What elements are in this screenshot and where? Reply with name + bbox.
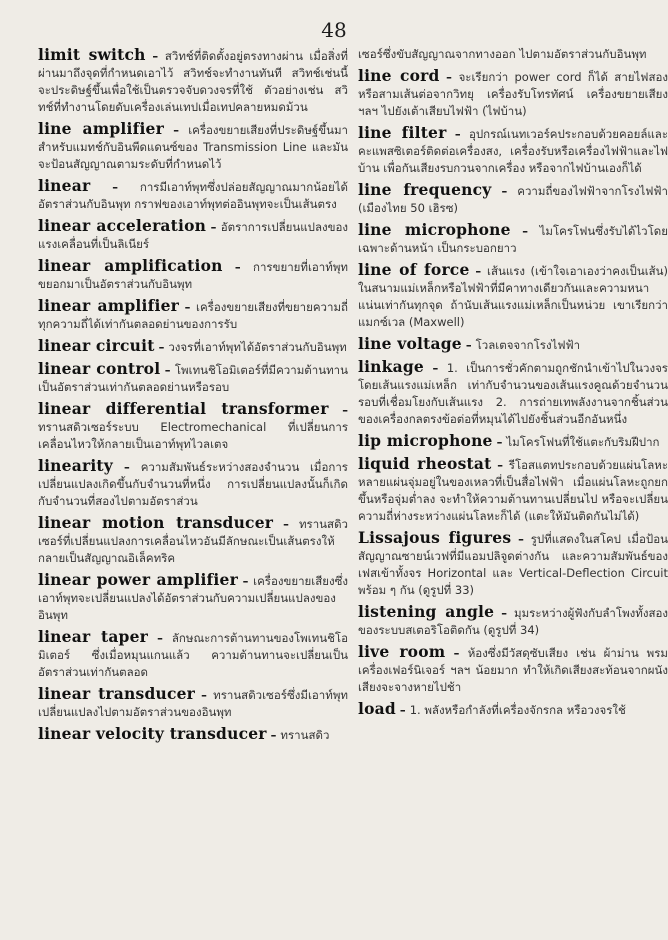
dictionary-entry	[38, 217, 348, 253]
entry-term: linkage	[358, 357, 424, 376]
entry-definition: โวลเตจจากโรงไฟฟ้า	[475, 338, 581, 352]
entry-definition: ลักษณะการต้านทานของโพเทนชิโอมิเตอร์ ซึ่งเมื่อหมุนแกนแล้ว ความต้านทานจะเปลี่ยนเป็นอัตราส่วนเท่ากันตลอด	[38, 631, 348, 679]
entry-term: load	[358, 699, 396, 718]
entry-term: Lissajous figures	[358, 528, 512, 547]
entry-term: line of force	[358, 260, 470, 279]
entry-dash: –	[491, 458, 509, 472]
entry-dash: –	[112, 460, 141, 474]
entry-definition: สวิทช์ที่ติดตั้งอยู่ตรงทางผ่าน เมื่อสิ่งที่ผ่านมาถึงจุดที่กำหนดเอาไว้ สวิทช์จะทำงานทันที สวิทช์เช่นนี้จะประดิษฐ์ขึ้นเพื่อใช้เป็นตรวจจับดวงจรที่ใช้ ตัวอย่างเช่น สวิทช์ที่ทำงานโดยดับเครื่องเล่นเทปเมื่อเทปคลายหมดม้วน	[38, 49, 348, 114]
entry-dash: –	[328, 403, 348, 417]
entry-dash: –	[179, 300, 197, 314]
entry-definition: ทรานสดิวเซอร์ระบบ Electromechanical ที่เปลี่ยนการเคลื่อนไหวให้กลายเป็นเอาท์พุทไวลเตจ	[38, 420, 348, 451]
entry-term: limit switch	[38, 45, 146, 64]
dictionary-entry	[358, 181, 668, 217]
dictionary-entry	[38, 571, 348, 624]
entry-dash: –	[511, 532, 531, 546]
entry-term: linear circuit	[38, 336, 155, 355]
entry-dash: –	[237, 574, 254, 588]
entry-dash: –	[423, 361, 447, 375]
entry-definition: 1. เป็นการชั่วคักตามถูกชักนำเข้าไปในวงจรโดยเส้นแรงแม่เหล็ก เท่ากับจำนวนของเส้นแรงคูณด้วยจำนวนรอบที่เชื่อมโยงกับเส้นแรง 2. การถ่ายเทพลังงานจากชิ้นส่วนของเครื่องกลตรงข้อต่อที่หมุนได้ไปยังชิ้นส่วนอีกอันหนึ่ง	[358, 361, 668, 426]
entry-term: live room	[358, 642, 446, 661]
entry-dash: –	[222, 260, 253, 274]
entry-term: line cord	[358, 66, 440, 85]
entry-dash: –	[195, 688, 214, 702]
entry-definition: การขยายที่เอาท์พุทขยอกมาเป็นอัตราส่วนกับอินพุท	[38, 260, 349, 291]
left-column	[38, 46, 348, 748]
dictionary-entry	[358, 335, 668, 354]
dictionary-entry	[358, 221, 668, 257]
entry-term: liquid rheostat	[358, 454, 492, 473]
entry-definition: ทรานสดิวเซอร์ที่เปลี่ยนแปลงการเคลื่อนไหวอันมีลักษณะเป็นเส้นตรงให้กลายเป็นสัญญาณอิเล็คทริค	[38, 517, 348, 565]
entry-term: linear power amplifier	[38, 570, 238, 589]
entry-dash: –	[266, 728, 281, 742]
entry-term: linear motion transducer	[38, 513, 274, 532]
entry-definition: เครื่องขยายเสียงที่ประดิษฐ์ขึ้นมาสำหรับแมทช์กับอินพีดแดนซ์ของ Transmission Line และมันจะป้อนสัญญาณตามระดับที่กำหนดไว้	[38, 123, 349, 171]
entry-term: line voltage	[358, 334, 462, 353]
dictionary-entry	[358, 643, 668, 696]
dictionary-entry	[38, 725, 348, 744]
entry-definition: ไมโครโฟนซึ่งรับได้ไวโดยเฉพาะด้านหน้า เป็นกระบอกยาว	[358, 224, 668, 255]
dictionary-entry	[358, 261, 668, 331]
entry-dash: –	[206, 220, 221, 234]
dictionary-entry	[38, 628, 348, 681]
entry-term: linear velocity transducer	[38, 724, 267, 743]
entry-term: line frequency	[358, 180, 492, 199]
dictionary-entry	[38, 46, 348, 116]
entry-definition: ความถี่ของไฟฟ้าจากโรงไฟฟ้า (เมืองไทย 50 เฮิรซ)	[358, 184, 668, 215]
entry-dash: –	[154, 340, 169, 354]
entry-term: line amplifier	[38, 119, 164, 138]
entry-dash: –	[494, 606, 514, 620]
entry-definition: อุปกรณ์เนทเวอร์คประกอบด้วยคอยล์และคะแพสซิเตอร์ติดต่อเครื่องสง, เครื่องรับหรือเครื่องไฟฟ้าและไฟบ้าน เพื่อกันเสียงรบกวนจากเครื่อง หรือจากไฟบ้านเองก็ได้	[358, 127, 668, 175]
entry-term: linear amplifier	[38, 296, 179, 315]
dictionary-entry	[38, 120, 348, 173]
entry-term: linear taper	[38, 627, 149, 646]
entry-definition: จะเรียกว่า power cord ก็ได้ สายไฟสองหรือสามเส้นต่อจากวิทยุ เครื่องรับโทรทัศน์ เครื่องขยายเสียง ฯลฯ ไปยังเต้าเสียบไฟฟ้า (ไฟบ้าน)	[358, 70, 668, 118]
entry-dash: –	[461, 338, 476, 352]
dictionary-entry	[38, 457, 348, 510]
entry-definition: ความสัมพันธ์ระหว่างสองจำนวน เมื่อการเปลี่ยนแปลงเกิดขึ้นกับจำนวนที่หนึ่ง การเปลี่ยนแปลงนั้นก็เกิดกับจำนวนที่สองไปตามอัตราส่วน	[38, 460, 348, 508]
right-column	[358, 46, 668, 723]
dictionary-entry	[358, 455, 668, 525]
entry-dash: –	[395, 703, 410, 717]
entry-dash: –	[148, 631, 172, 645]
entry-dash: –	[90, 180, 140, 194]
entry-definition: การมีเอาท์พุทซึ่งปล่อยสัญญาณมากน้อยได้อัตราส่วนกับอินพุท กราฟของเอาท์พุทต่ออินพุทจะเป็นเส้นตรง	[38, 180, 348, 211]
entry-term: linear acceleration	[38, 216, 207, 235]
dictionary-entry	[358, 46, 668, 63]
entry-definition: ไมโครโฟนที่ใช้แตะกับริมฝีปาก	[506, 435, 660, 449]
dictionary-entry	[38, 257, 348, 293]
entry-term: listening angle	[358, 602, 495, 621]
entry-term: linear control	[38, 359, 161, 378]
entry-definition: 1. พลังหรือกำลังที่เครื่องจักรกล หรือวงจรใช้	[409, 703, 626, 717]
dictionary-entry	[358, 603, 668, 639]
dictionary-entry	[358, 529, 668, 599]
dictionary-entry	[358, 432, 668, 451]
entry-term: lip microphone	[358, 431, 493, 450]
dictionary-entry	[358, 67, 668, 120]
entry-definition: เครื่องขยายเสียงซึ่งเอาท์พุทจะเปลี่ยนแปลงได้อัตราส่วนกับความเปลี่ยนแปลงของอินพุท	[38, 574, 348, 622]
entry-dash: –	[510, 224, 540, 238]
entry-term: line microphone	[358, 220, 511, 239]
entry-term: line filter	[358, 123, 447, 142]
dictionary-entry	[38, 297, 348, 333]
dictionary-entry	[358, 124, 668, 177]
entry-term: linear	[38, 176, 91, 195]
entry-definition: โพเทนชิโอมิเตอร์ที่มีความต้านทานเป็นอัตราส่วนเท่ากันตลอดย่านหรือรอบ	[38, 363, 348, 394]
entry-dash: –	[439, 70, 459, 84]
entry-dash: –	[160, 363, 175, 377]
entry-dash: –	[446, 127, 469, 141]
entry-definition: รีโอสแตทประกอบด้วยแผ่นโลหะหลายแผ่นจุ่มอยู่ในของเหลวที่เป็นสื่อไฟฟ้า เมื่อแผ่นโลหะถูกยกขึ้นหรือจุ่มต่ำลง จะทำให้ความต้านทานเปลี่ยนไป หรือจะเปลี่ยนความถี่ห่างระหว่างแผ่นโลหะก็ได้ (แตะให้มันติดกันไม่ได้)	[358, 458, 668, 523]
entry-term: linearity	[38, 456, 113, 475]
entry-definition: เส้นแรง (เข้าใจเอาเองว่าคงเป็นเส้น) ในสนามแม่เหล็กหรือไฟฟ้าที่มีคาทางเดียวกันและความหนาแน่นเท่ากันทุกจุด ถ้านับเส้นแรงแม่เหล็กเป็นหน่วย เขาเรียกว่า แมกซ์เวล (Maxwell)	[358, 264, 668, 329]
page-number: 48	[321, 18, 347, 42]
entry-definition: วงจรที่เอาท์พุทได้อัตราส่วนกับอินพุท	[168, 340, 347, 354]
dictionary-entry	[38, 337, 348, 356]
entry-dash: –	[445, 646, 468, 660]
dictionary-entry	[358, 700, 668, 719]
entry-term: linear amplification	[38, 256, 223, 275]
dictionary-entry	[358, 358, 668, 428]
dictionary-entry	[38, 400, 348, 453]
entry-term: linear transducer	[38, 684, 196, 703]
dictionary-entry	[38, 685, 348, 721]
entry-definition: ทรานสดิว	[280, 728, 330, 742]
entry-definition: เซอร์ซึ่งขับสัญญาณจากทางออก ไปตามอัตราส่วนกับอินพุท	[358, 47, 647, 61]
dictionary-entry	[38, 514, 348, 567]
entry-dash: –	[492, 435, 507, 449]
entry-definition: ทรานสดิวเซอร์ซึ่งมีเอาท์พุทเปลี่ยนแปลงไปตามอัตราส่วนของอินพุท	[38, 688, 348, 719]
entry-definition: ห้องซึ่งมีวัสดุซับเสียง เช่น ผ้าม่าน พรม เครื่องเฟอร์นิเจอร์ ฯลฯ น้อยมาก ทำให้เกิดเสียงสะท้อนจากผนัง เสียงจะจางหายไปช้า	[358, 646, 668, 694]
entry-dash: –	[273, 517, 299, 531]
entry-definition: รูปที่แสดงในสโคป เมื่อป้อนสัญญาณซายน์เวฟที่มีแอมปลิจูดต่างกัน และความสัมพันธ์ของเฟสเข้าทั้งจร Horizontal และ Vertical-Deflection Circuit พร้อม ๆ กัน (ดูรูปที่ 33)	[358, 532, 668, 597]
entry-dash: –	[491, 184, 518, 198]
entry-definition: มุมระหว่างผู้ฟังกับลำโพงทั้งสองของระบบสเตอริโอติดกัน (ดูรูปที่ 34)	[358, 606, 668, 637]
entry-dash: –	[163, 123, 189, 137]
dictionary-entry	[38, 360, 348, 396]
entry-dash: –	[469, 264, 488, 278]
dictionary-entry	[38, 177, 348, 213]
entry-term: linear differential transformer	[38, 399, 329, 418]
entry-dash: –	[145, 49, 165, 63]
entry-definition: อัตราการเปลี่ยนแปลงของแรงเคลื่อนที่เป็นลิเนียร์	[38, 220, 348, 251]
entry-definition: เครื่องขยายเสียงที่ขยายความถี่ทุกความถี่ได้เท่ากันตลอดย่านของการรับ	[38, 300, 348, 331]
